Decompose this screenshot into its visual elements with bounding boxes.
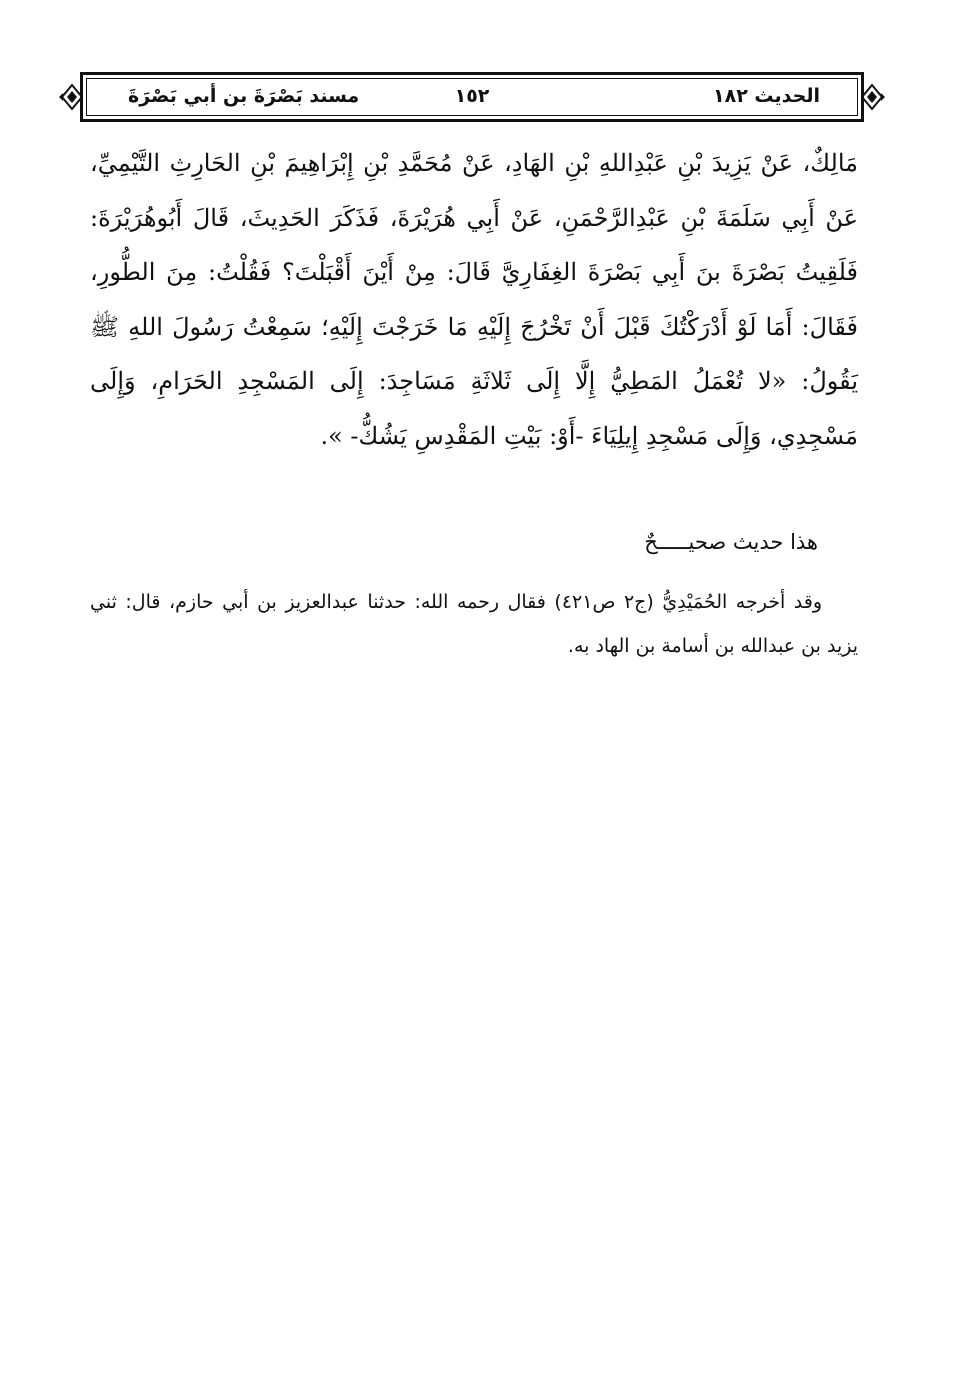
page-number: ١٥٢ bbox=[454, 85, 490, 107]
ornament-right-icon bbox=[860, 80, 886, 114]
page-header bbox=[58, 72, 886, 122]
takhrij-note: وقد أخرجه الحُمَيْدِيُّ (ج٢ ص٤٢١) فقال رحمه الله: حدثنا عبدالعزيز بن أبي حازم، قال: ثني يزيد بن عبدالله بن أسامة بن الهاد به. bbox=[90, 591, 858, 657]
hadith-number: الحديث ١٨٢ bbox=[713, 85, 820, 107]
hadith-verdict: هذا حديث صحيـــــحٌ bbox=[644, 530, 818, 554]
hadith-text: مَالِكٌ، عَنْ يَزِيدَ بْنِ عَبْدِاللهِ بْنِ الهَادِ، عَنْ مُحَمَّدِ بْنِ إِبْرَاهِيمَ بْنِ الحَارِثِ التَّيْمِيِّ، عَنْ أَبِي سَلَمَةَ بْنِ عَبْدِالرَّحْمَنِ، عَنْ أَبِي هُرَيْرَةَ، فَذَكَرَ الحَدِيثَ، قَالَ أَبُوهُرَيْرَةَ: فَلَقِيتُ بَصْرَةَ بنَ أَبِي بَصْرَةَ الغِفَارِيَّ قَالَ: مِنْ أَيْنَ أَقْبَلْتَ؟ فَقُلْتُ: مِنَ الطُّورِ، فَقَالَ: أَمَا لَوْ أَدْرَكْتُكَ قَبْلَ أَنْ تَخْرُجَ إِلَيْهِ مَا خَرَجْتَ إِلَيْهِ؛ سَمِعْتُ رَسُولَ اللهِ ﷺ يَقُولُ: «لا تُعْمَلُ المَطِيُّ إِلَّا إِلَى ثَلاثَةِ مَسَاجِدَ: إِلَى المَسْجِدِ الحَرَامِ، وَإِلَى مَسْجِدِي، وَإِلَى مَسْجِدِ إِيلِيَاءَ -أَوْ: بَيْتِ المَقْدِسِ يَشُكُّ- ». bbox=[90, 149, 858, 450]
musnad-title: مسند بَصْرَةَ بن أبي بَصْرَةَ bbox=[128, 85, 360, 107]
